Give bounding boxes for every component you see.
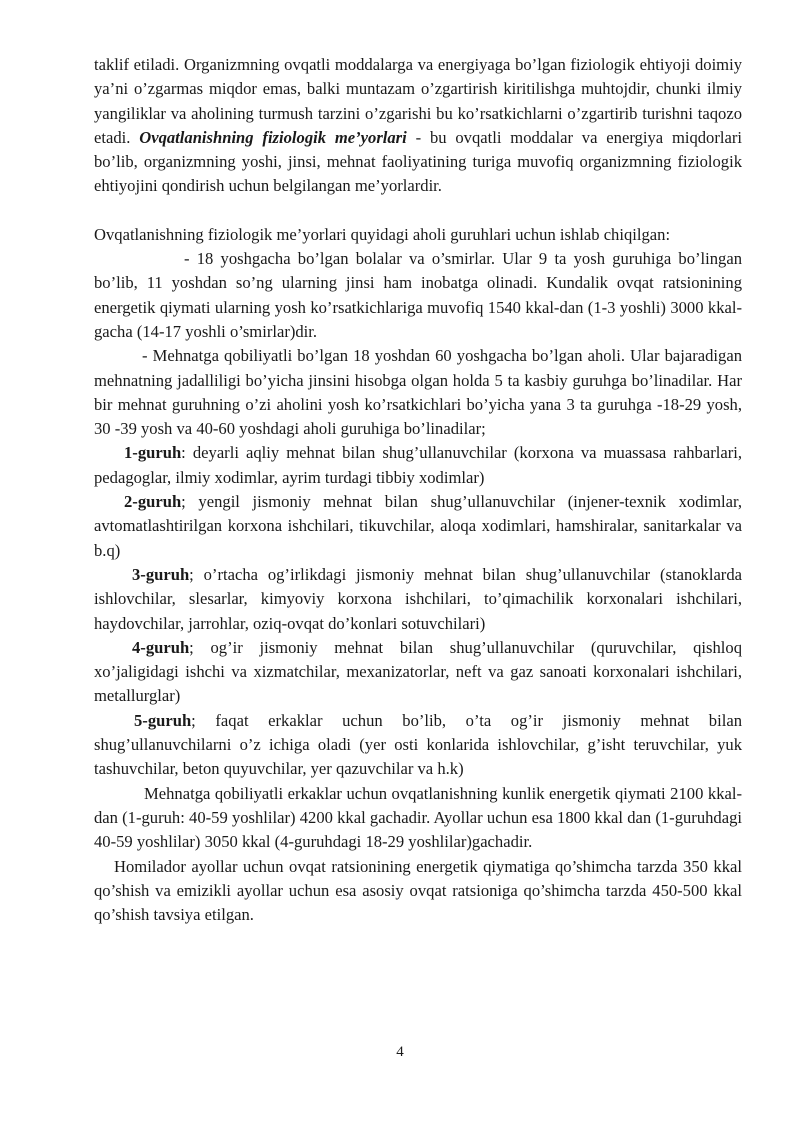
document-page: [94, 53, 742, 927]
group-label: 4-guruh: [132, 637, 190, 657]
defined-term: Ovqatlanishning fiziologik me’yorlari: [139, 127, 407, 147]
group-label: 1-guruh: [124, 443, 182, 463]
paragraph-intro: [94, 53, 742, 199]
paragraph-energy-values: Mehnatga qobiliyatli erkaklar uchun ovqatlanishning kunlik energetik qiymati 2100 kkal-dan (1-guruh: 40-59 yoshlilar) 4200 kkal gachadir. Ayollar uchun esa 1800 kkal dan (1-guruhdagi 40-59 yoshlilar) 3050 kkal (4-guruhdagi 18-29 yoshlilar)gachadir.: [94, 783, 742, 852]
group-item-2: [94, 490, 742, 563]
paragraph-spacer: [94, 199, 742, 223]
intro-text: taklif etiladi. Organizmning ovqatli moddalarga va energiyaga bo’lgan fiziologik ehtiyoji doimiy ya’ni o’zgarmas miqdor emas, balki muntazam o’zgartirish kiritilishga muhtojdir, chunki ilmiy yangiliklar va aholining turmush tarzini o’zgarishi bu ko’rsatkichlarni o’zgartirib turishni taqozo etadi.: [94, 55, 742, 147]
paragraph-pregnant-women: Homilador ayollar uchun ovqat ratsionining energetik qiymatiga qo’shimcha tarzda 350 kkal qo’shish va emizikli ayollar uchun esa asosiy ovqat ratsioniga qo’shimcha tarzda 450-500 kkal qo’shish tavsiya etilgan.: [94, 856, 742, 925]
group-item-5: [94, 709, 742, 782]
group-description: ; faqat erkaklar uchun bo’lib, o’ta og’ir jismoniy mehnat bilan shug’ullanuvchilarni o’z ichiga oladi (yer osti konlarida ishlovchilar, g’isht teruvchilar, yuk tashuvchilar, beton quyuvchilar, yer qazuvchilar va h.k): [94, 710, 742, 779]
list-item-adults: - Mehnatga qobiliyatli bo’lgan 18 yoshdan 60 yoshgacha bo’lgan aholi. Ular bajaradigan mehnatning jadalliligi bo’yicha jinsini hisobga olgan holda 5 ta kasbiy guruhga bo’linadilar. Har bir mehnat guruhning o’zi aholini yosh ko’rsatkichlari bo’yicha yana 3 ta guruhga -18-29 yosh, 30 -39 yosh va 40-60 yoshdagi aholi guruhiga bo’linadilar;: [94, 346, 742, 439]
definition-text: - bu ovqatli moddalar va energiya miqdorlari bo’lib, organizmning yoshi, jinsi, mehnat faoliyatining turiga muvofiq organizmning fiziologik ehtiyojini qondirish uchun belgilangan me’yorlardir.: [94, 127, 742, 196]
group-item-3: [94, 563, 742, 636]
group-label: 3-guruh: [132, 564, 190, 584]
group-item-4: [94, 636, 742, 709]
page-number: 4: [396, 1044, 404, 1060]
group-description: : deyarli aqliy mehnat bilan shug’ullanuvchilar (korxona va muassasa rahbarlari, pedagoglar, ilmiy xodimlar, ayrim turdagi tibbiy xodimlar): [94, 443, 742, 487]
group-description: ; o’rtacha og’irlikdagi jismoniy mehnat bilan shug’ullanuvchilar (stanoklarda ishlovchilar, slesarlar, kimyoviy korxona ishchilari, to’qimachilik korxonalari ishchilari, haydovchilar, jarrohlar, oziq-ovqat do’konlari sotuvchilari): [94, 564, 742, 633]
group-label: 5-guruh: [134, 710, 192, 730]
group-description: ; og’ir jismoniy mehnat bilan shug’ullanuvchilar (quruvchilar, qishloq xo’jaligidagi ishchi va xizmatchilar, mexanizatorlar, neft va gaz sanoati korxonalari ishchilari, metallurglar): [94, 637, 742, 706]
group-description: ; yengil jismoniy mehnat bilan shug’ullanuvchilar (injener-texnik xodimlar, avtomatlashtirilgan korxona ishchilari, tikuvchilar, aloqa xodimlari, hamshiralar, sanitarkalar va b.q): [94, 492, 742, 560]
group-label: 2-guruh: [124, 492, 182, 512]
group-item-1: [94, 441, 742, 490]
list-item-children: - 18 yoshgacha bo’lgan bolalar va o’smirlar. Ular 9 ta yosh guruhiga bo’lingan bo’lib, 11 yoshdan so’ng ularning jinsi ham inobatga olinadi. Kundalik ovqat ratsionining energetik qiymati ularning yosh ko’rsatkichlariga muvofiq 1540 kkal-dan (1-3 yoshli) 3000 kkal-gacha (14-17 yoshli o’smirlar)dir.: [94, 249, 742, 341]
paragraph-groups-intro: Ovqatlanishning fiziologik me’yorlari quyidagi aholi guruhlari uchun ishlab chiqilgan:: [94, 224, 671, 244]
